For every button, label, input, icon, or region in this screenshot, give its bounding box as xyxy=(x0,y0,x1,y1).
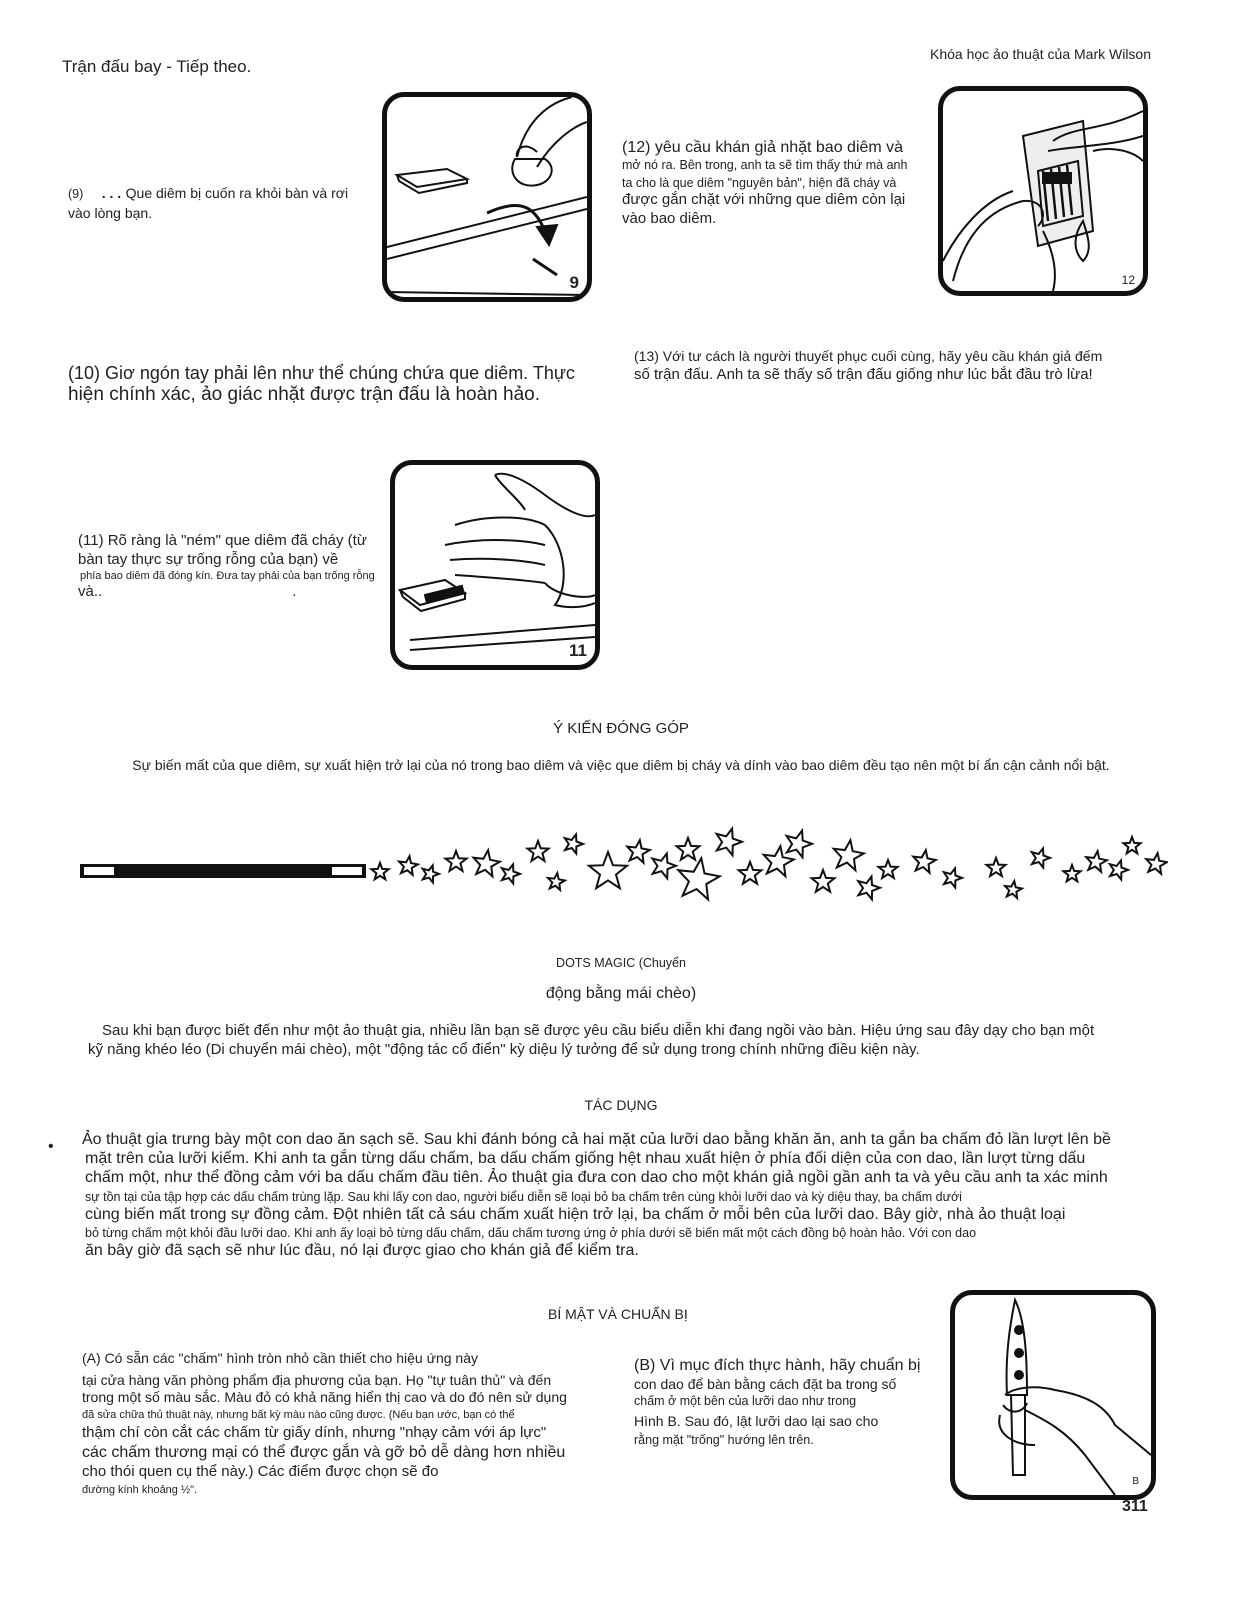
decorative-star xyxy=(987,858,1006,876)
comments-text: Sự biến mất của que diêm, sự xuất hiện trở lại của nó trong bao diêm và việc que diêm bị cháy và dính vào bao diêm đều tạo nên một bí ẩn cận cảnh nổi bật. xyxy=(132,757,1110,773)
empty-hand-and-matchbook-drawing xyxy=(395,465,595,665)
decorative-star xyxy=(858,877,880,900)
page-number: 311 xyxy=(1122,1498,1148,1515)
step12-line2: mở nó ra. Bên trong, anh ta sẽ tìm thấy thứ mà anh xyxy=(622,158,908,172)
secret-part-b xyxy=(634,1356,944,1448)
secret-a-line4: đã sửa chữa thủ thuật này, nhưng bất kỳ màu nào cũng được. (Nếu bạn ước, bạn có thể xyxy=(82,1408,515,1421)
comments-heading: Ý KIẾN ĐÓNG GÓP xyxy=(553,720,689,737)
step13-line2: số trận đấu. Anh ta sẽ thấy số trận đấu giống như lúc bắt đầu trò lừa! xyxy=(634,365,1093,383)
step10-caption xyxy=(68,362,575,404)
step9-caption xyxy=(68,184,348,224)
panel-12-number: 12 xyxy=(1121,273,1135,287)
section-title: Trận đấu bay - Tiếp theo. xyxy=(62,57,252,76)
decorative-star xyxy=(1110,860,1128,879)
step10-line1: (10) Giơ ngón tay phải lên như thể chúng chứa que diêm. Thực xyxy=(68,363,575,383)
effect-line4: sự tồn tại của tập hợp các dấu chấm trùng lặp. Sau khi lấy con dao, người biểu diễn sẽ loại bỏ ba chấm trên cùng khỏi lưỡi dao và kỳ diệu thay, ba chấm dưới xyxy=(85,1189,962,1204)
step13-caption xyxy=(634,348,1102,384)
step9-number: (9) xyxy=(68,187,84,201)
knife-with-dots-drawing xyxy=(955,1295,1151,1495)
step9-dots: . . . xyxy=(101,185,122,201)
secret-part-a xyxy=(82,1350,602,1498)
decorative-star xyxy=(589,852,627,888)
secret-a-line2: tại cửa hàng văn phòng phẩm địa phương của bạn. Họ "tự tuân thủ" và đến xyxy=(82,1371,552,1388)
matchbook-falling-match-drawing xyxy=(387,97,587,297)
open-matchbook-drawing xyxy=(943,91,1143,291)
decorative-star xyxy=(834,840,864,870)
illustration-panel-b xyxy=(950,1290,1156,1500)
decorative-star xyxy=(1086,851,1107,872)
decorative-star xyxy=(879,860,898,878)
illustration-panel-11 xyxy=(390,460,600,670)
secret-b-line3: chấm ở một bên của lưỡi dao như trong xyxy=(634,1393,857,1408)
secret-a-line5: thậm chí còn cắt các chấm từ giấy dính, nhưng "nhạy cảm với áp lực" xyxy=(82,1424,547,1442)
effect-line1: Ảo thuật gia trưng bày một con dao ăn sạch sẽ. Sau khi đánh bóng cả hai mặt của lưỡi dao bằng khăn ăn, anh ta gắn ba chấm đỏ lần lượt lên bề xyxy=(82,1131,1111,1148)
effect-heading: TÁC DỤNG xyxy=(584,1097,658,1113)
step11-caption xyxy=(78,532,375,602)
decorative-star xyxy=(678,858,719,899)
step12-line5: vào bao diêm. xyxy=(622,210,717,227)
step11-line1: (11) Rõ ràng là "ném" que diêm đã cháy (từ xyxy=(78,532,367,549)
decorative-star xyxy=(1146,853,1167,874)
step11-line4: và.. xyxy=(78,583,103,601)
decorative-star xyxy=(1123,837,1140,853)
secret-a-line8: đường kính khoảng ½". xyxy=(82,1483,198,1496)
step9-text1: Que diêm bị cuốn ra khỏi bàn và rơi xyxy=(125,185,349,201)
intro-paragraph xyxy=(88,1022,1094,1060)
decorative-star xyxy=(502,864,520,883)
decorative-star xyxy=(1063,865,1080,881)
secret-a-line1: (A) Có sẵn các "chấm" hình tròn nhỏ cần thiết cho hiệu ứng này xyxy=(82,1350,478,1366)
effect-paragraph xyxy=(82,1130,1162,1260)
secret-b-line2: con dao để bàn bằng cách đặt ba trong số xyxy=(634,1376,897,1392)
effect-line6: bỏ từng chấm một khỏi đầu lưỡi dao. Khi anh ấy loại bỏ từng dấu chấm, dấu chấm tương ứng ở phía dưới sẽ biến mất một cách đồng bộ hoàn hảo. Với con dao xyxy=(85,1225,977,1240)
dots-title-line2: động bằng mái chèo) xyxy=(545,985,697,1002)
step11-line2: bàn tay thực sự trống rỗng của bạn) về xyxy=(78,550,339,568)
secret-b-line5: rằng mặt "trống" hướng lên trên. xyxy=(634,1432,814,1447)
decorative-star xyxy=(652,854,676,879)
decorative-star xyxy=(739,862,762,884)
illustration-panel-12 xyxy=(938,86,1148,296)
step11-trail: . xyxy=(292,583,297,601)
decorative-star xyxy=(371,863,388,879)
decorative-star xyxy=(528,841,549,861)
magic-wand-stars-divider xyxy=(78,822,1168,922)
decorative-star xyxy=(787,831,812,858)
step9-text2: vào lòng bạn. xyxy=(68,205,153,221)
decorative-star xyxy=(446,851,467,871)
decorative-star xyxy=(474,850,500,876)
decorative-star xyxy=(944,868,962,887)
effect-bullet: • xyxy=(48,1138,54,1155)
decorative-star xyxy=(1032,848,1050,867)
step12-line4: được gắn chặt với những que diêm còn lại xyxy=(622,191,906,209)
decorative-star xyxy=(717,829,742,856)
panel-b-letter: B xyxy=(1132,1476,1139,1487)
decorative-star xyxy=(627,840,650,863)
decorative-star xyxy=(548,873,565,890)
decorative-star xyxy=(812,870,835,892)
intro-line2: kỹ năng khéo léo (Di chuyển mái chèo), một "động tác cổ điển" kỳ diệu lý tưởng để sử dụng trong chính những điều kiện này. xyxy=(88,1040,920,1058)
secret-b-line4: Hình B. Sau đó, lật lưỡi dao lại sao cho xyxy=(634,1413,879,1430)
decorative-star xyxy=(565,834,583,853)
decorative-star xyxy=(1005,881,1022,898)
decorative-star xyxy=(423,865,439,882)
step13-line1: (13) Với tư cách là người thuyết phục cuối cùng, hãy yêu cầu khán giả đếm xyxy=(634,348,1103,364)
effect-line5: cùng biến mất trong sự đồng cảm. Đột nhiên tất cả sáu chấm xuất hiện trở lại, ba chấm ở mỗi bên của lưỡi dao. Bây giờ, nhà ảo thuật loại xyxy=(85,1205,1066,1223)
step12-line1: (12) yêu cầu khán giả nhặt bao diêm và xyxy=(622,139,904,156)
step12-caption xyxy=(622,138,932,229)
secret-a-line7: cho thói quen cụ thể này.) Các điểm được chọn sẽ đo xyxy=(82,1463,439,1480)
step12-line3: ta cho là que diêm "nguyên bản", hiện đã cháy và xyxy=(622,175,897,190)
secret-b-line1: (B) Vì mục đích thực hành, hãy chuẩn bị xyxy=(634,1357,921,1374)
dots-title-line1: DOTS MAGIC (Chuyển xyxy=(556,956,686,970)
secret-a-line3: trong một số màu sắc. Màu đỏ có khả năng hiển thị cao và do đó nên sử dụng xyxy=(82,1389,567,1405)
effect-line2: mặt trên của lưỡi kiếm. Khi anh ta gắn từng dấu chấm, ba dấu chấm giống hệt nhau xuất hiện ở phía đối diện của con dao, lần lượt từng dấu xyxy=(85,1150,1086,1168)
secret-heading: BÍ MẬT VÀ CHUẨN BỊ xyxy=(548,1306,688,1322)
effect-line7: ăn bây giờ đã sạch sẽ như lúc đầu, nó lại được giao cho khán giả để kiểm tra. xyxy=(85,1241,639,1259)
effect-line3: chấm một, như thể đồng cảm với ba dấu chấm đầu tiên. Ảo thuật gia đưa con dao cho một khán giả ngồi gần anh ta và yêu cầu anh ta xác minh xyxy=(85,1169,1108,1187)
step11-line3: phía bao diêm đã đóng kín. Đưa tay phải của bạn trống rỗng xyxy=(80,569,375,582)
decorative-star xyxy=(677,838,700,860)
decorative-star xyxy=(399,856,418,875)
intro-line1: Sau khi bạn được biết đến như một ảo thuật gia, nhiều lần bạn sẽ được yêu cầu biểu diễn khi đang ngồi vào bàn. Hiệu ứng sau đây dạy cho bạn một xyxy=(102,1022,1095,1039)
panel-9-number: 9 xyxy=(569,273,579,292)
step10-line2: hiện chính xác, ảo giác nhặt được trận đấu là hoàn hảo. xyxy=(68,383,541,405)
panel-11-number: 11 xyxy=(569,641,587,660)
decorative-star xyxy=(913,850,936,873)
book-title: Khóa học ảo thuật của Mark Wilson xyxy=(930,46,1152,62)
secret-a-line6: các chấm thương mại có thể được gắn và gỡ bỏ dễ dàng hơn nhiều xyxy=(82,1444,566,1461)
illustration-panel-9 xyxy=(382,92,592,302)
